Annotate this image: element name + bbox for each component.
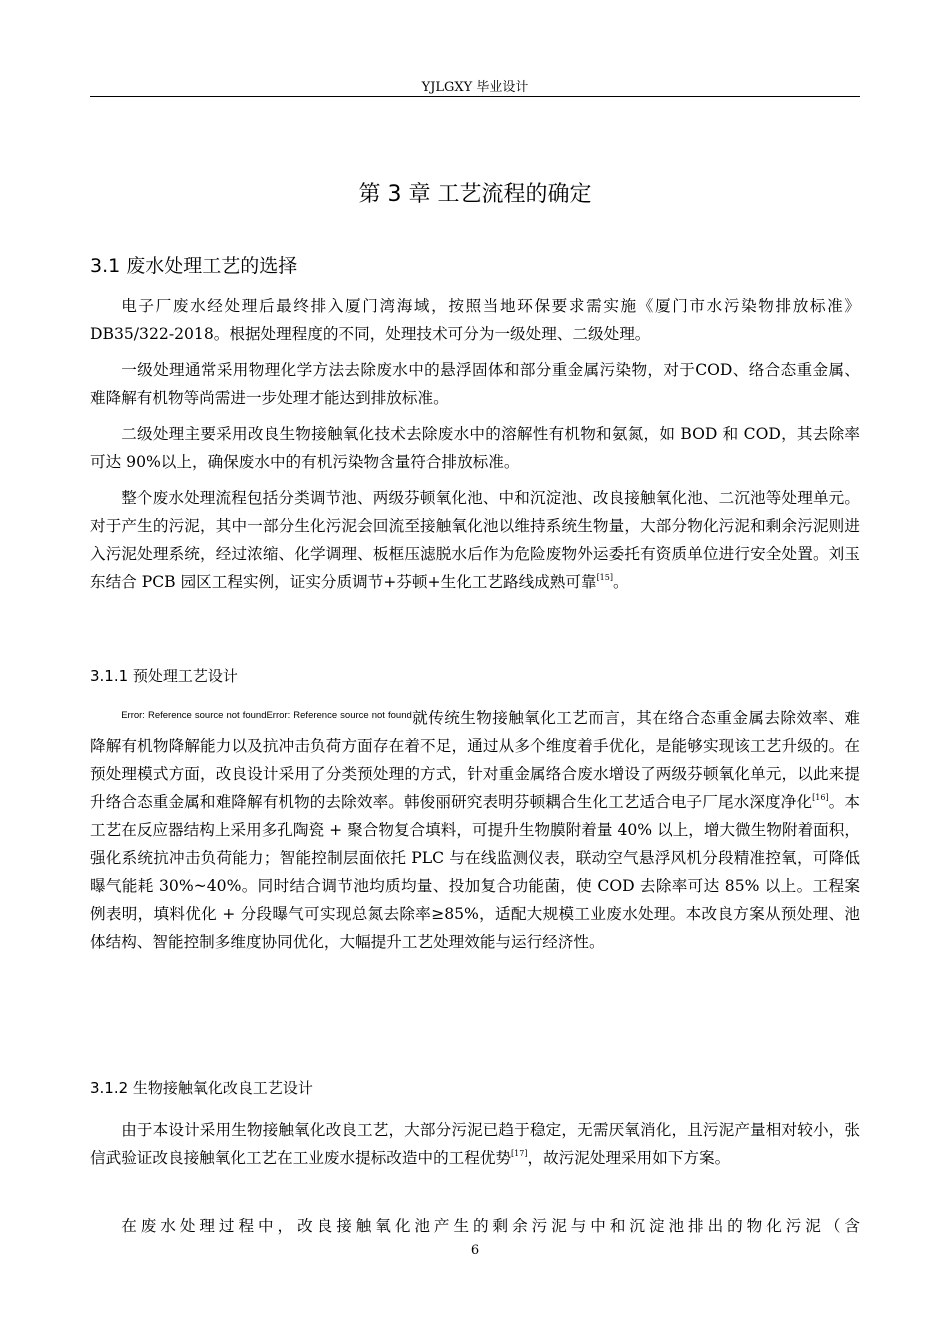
reference-error-text: Error: Reference source not foundError: Reference source not found [121, 710, 412, 721]
paragraph [90, 704, 860, 956]
page-number: 6 [470, 1243, 480, 1258]
citation: [15] [596, 573, 613, 582]
paragraph [90, 484, 860, 596]
citation: [16] [812, 793, 829, 802]
paragraph-text: ，故污泥处理采用如下方案。 [527, 1149, 731, 1167]
paragraph-text: 一级处理通常采用物理化学方法去除废水中的悬浮固体和部分重金属污染物，对于COD、络合态重金属、难降解有机物等尚需进一步处理才能达到排放标准。 [90, 361, 860, 407]
citation: [17] [511, 1149, 528, 1158]
section-heading-3-1-2: 3.1.2 生物接触氧化改良工艺设计 [90, 1079, 313, 1097]
paragraph-text: 。本工艺在反应器结构上采用多孔陶瓷 + 聚合物复合填料，可提升生物膜附着量 40% 以上，增大微生物附着面积，强化系统抗冲击负荷能力；智能控制层面依托 PLC 与在线监测仪表，联动空气悬浮风机分段精准控氧，可降低曝气能耗 30%~40%。同时结合调节池均质均量、投加复合功能菌，使 COD 去除率可达 85% 以上。工程案例表明，填料优化 + 分段曝气可实现总氮去除率≥85%，适配大规模工业废水处理。本改良方案从预处理、池体结构、智能控制多维度协同优化，大幅提升工艺处理效能与运行经济性。 [90, 793, 860, 951]
paragraph [90, 1116, 860, 1172]
chapter-title: 第 3 章 工艺流程的确定 [358, 182, 592, 207]
paragraph-text: 整个废水处理流程包括分类调节池、两级芬顿氧化池、中和沉淀池、改良接触氧化池、二沉池等处理单元。对于产生的污泥，其中一部分生化污泥会回流至接触氧化池以维持系统生物量，大部分物化污泥和剩余污泥则进入污泥处理系统，经过浓缩、化学调理、板框压滤脱水后作为危险废物外运委托有资质单位进行安全处置。刘玉东结合 PCB 园区工程实例，证实分质调节+芬顿+生化工艺路线成熟可靠 [90, 489, 860, 591]
paragraph [90, 356, 860, 412]
paragraph-text: 电子厂废水经处理后最终排入厦门湾海域，按照当地环保要求需实施《厦门市水污染物排放标准》DB35/322-2018。根据处理程度的不同，处理技术可分为一级处理、二级处理。 [90, 297, 860, 343]
paragraph [90, 420, 860, 476]
paragraph [90, 292, 860, 348]
paragraph-text: 。 [612, 573, 629, 591]
paragraph [90, 1212, 860, 1240]
header-rule [90, 96, 860, 97]
paragraph-text: 在废水处理过程中，改良接触氧化池产生的剩余污泥与中和沉淀池排出的物化污泥（含 [121, 1217, 860, 1235]
paragraph-text: 由于本设计采用生物接触氧化改良工艺，大部分污泥已趋于稳定，无需厌氧消化，且污泥产量相对较小，张信武验证改良接触氧化工艺在工业废水提标改造中的工程优势 [90, 1121, 860, 1167]
page-header: YJLGXY 毕业设计 [421, 80, 529, 95]
section-heading-3-1-1: 3.1.1 预处理工艺设计 [90, 667, 238, 685]
paragraph-text: 就传统生物接触氧化工艺而言，其在络合态重金属去除效率、难降解有机物降解能力以及抗冲击负荷方面存在着不足，通过从多个维度着手优化，是能够实现该工艺升级的。在预处理模式方面，改良设计采用了分类预处理的方式，针对重金属络合废水增设了两级芬顿氧化单元，以此来提升络合态重金属和难降解有机物的去除效率。韩俊丽研究表明芬顿耦合生化工艺适合电子厂尾水深度净化 [90, 709, 860, 811]
section-heading-3-1: 3.1 废水处理工艺的选择 [90, 255, 298, 277]
paragraph-text: 二级处理主要采用改良生物接触氧化技术去除废水中的溶解性有机物和氨氮，如 BOD 和 COD，其去除率可达 90%以上，确保废水中的有机污染物含量符合排放标准。 [90, 425, 860, 471]
